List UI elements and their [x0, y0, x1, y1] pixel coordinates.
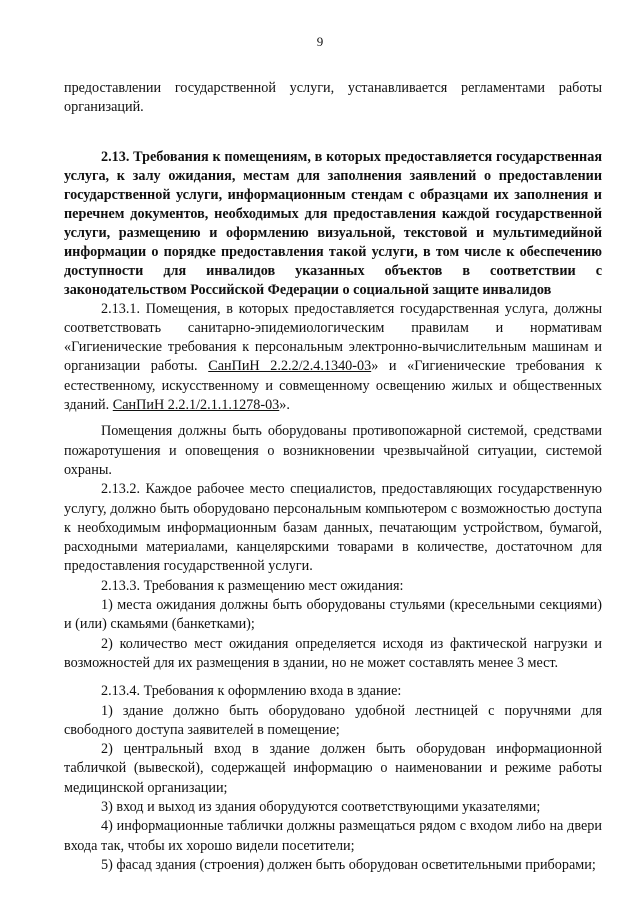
paragraph-2-13-1 [64, 300, 602, 416]
list-item-waiting-1: 1) места ожидания должны быть оборудованы стульями (кресельными секциями) и (или) скамьями (банкетками); [64, 597, 602, 633]
list-item-entrance-4: 4) информационные таблички должны размещаться рядом с входом либо на двери входа так, чтобы их хорошо видели посетители; [64, 818, 602, 854]
section-heading-2-13: 2.13. Требования к помещениям, в которых предоставляется государственная услуга, к залу ожидания, местам для заполнения заявлений о предоставлении государственной услуги, информационным стендам с образцами их заполнения и перечнем документов, необходимых для предоставления каждой государственной услуги, размещению и оформлению визуальной, текстовой и мультимедийной информации о порядке предоставления такой услуги, в том числе к обеспечению доступности для инвалидов указанных объектов в соответствии с законодательством Российской Федерации о социальной защите инвалидов [64, 148, 602, 298]
page-number: 9 [316, 34, 324, 49]
sanpin-link-1[interactable]: СанПиН 2.2.2/2.4.1340-03 [208, 358, 372, 375]
list-item-entrance-3: 3) вход и выход из здания оборудуются соответствующими указателями; [101, 799, 541, 816]
paragraph-2-13-3: 2.13.3. Требования к размещению мест ожидания: [101, 577, 404, 594]
list-item-waiting-2: 2) количество мест ожидания определяется исходя из фактической нагрузки и возможностей для их размещения в здании, но не может составлять менее 3 мест. [64, 635, 602, 671]
paragraph-2-13-4: 2.13.4. Требования к оформлению входа в здание: [101, 683, 402, 700]
paragraph-2-13-2: 2.13.2. Каждое рабочее место специалистов, предоставляющих государственную услугу, должно быть оборудовано персональным компьютером с возможностью доступа к необходимым информационным базам данных, печатающим устройством, бумагой, расходными материалами, канцелярскими товарами в количестве, достаточном для предоставления государственной услуги. [64, 481, 602, 575]
paragraph-2-13-1-part-b: » и «Гигиенические требования к естественному, искусственному и совмещенному освещению жилых и общественных зданий. [64, 358, 602, 414]
intro-paragraph: предоставлении государственной услуги, устанавливается регламентами работы организаций. [64, 80, 602, 116]
paragraph-fire-safety: Помещения должны быть оборудованы противопожарной системой, средствами пожаротушения и оповещения о возникновении чрезвычайной ситуации, системой охраны. [64, 423, 602, 478]
list-item-entrance-1: 1) здание должно быть оборудовано удобной лестницей с поручнями для свободного доступа заявителей в помещение; [64, 702, 602, 738]
paragraph-2-13-1-part-c: ». [279, 397, 290, 414]
list-item-entrance-2: 2) центральный вход в здание должен быть оборудован информационной табличкой (вывеской), содержащей информацию о наименовании и режиме работы медицинской организации; [64, 741, 602, 796]
paragraph-2-13-1-part-a: 2.13.1. Помещения, в которых предоставляется государственная услуга, должны соответствовать санитарно-эпидемиологическим правилам и нормативам «Гигиенические требования к персональным электронно-вычислительным машинам и организации работы. [64, 300, 602, 375]
sanpin-link-2[interactable]: СанПиН 2.2.1/2.1.1.1278-03 [112, 397, 280, 414]
document-body [64, 79, 602, 875]
list-item-entrance-5: 5) фасад здания (строения) должен быть оборудован осветительными приборами; [101, 856, 596, 873]
